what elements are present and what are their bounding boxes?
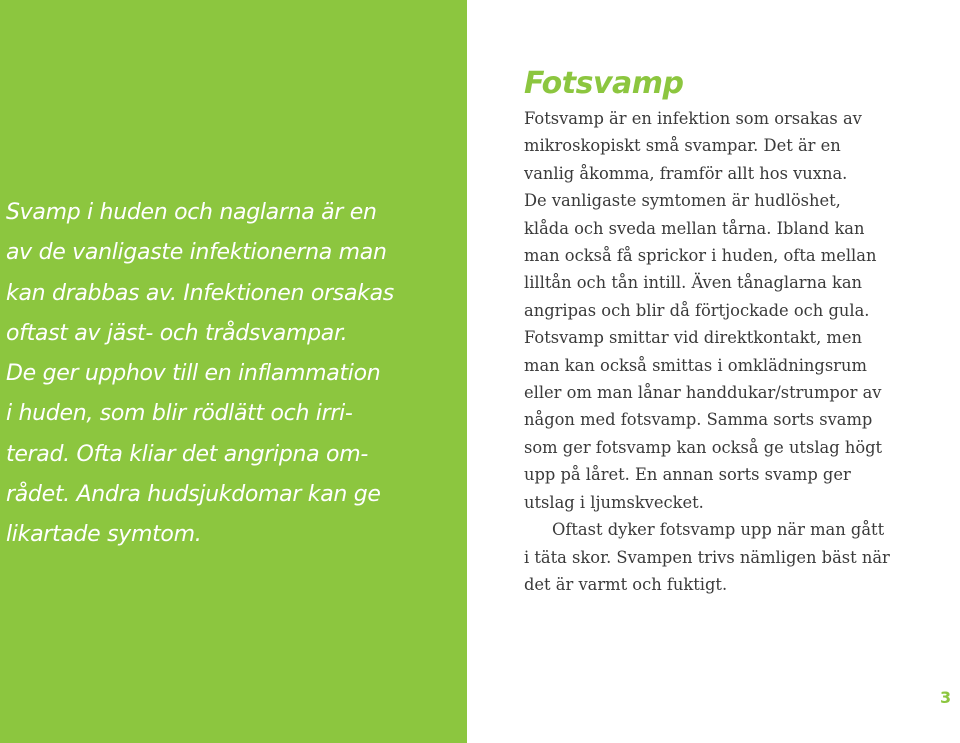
intro-line: likartade symtom. [6,522,202,548]
body-line: vanlig åkomma, framför allt hos vuxna. [524,163,848,183]
body-line: i täta skor. Svampen trivs nämligen bäst när [524,547,890,567]
intro-line: Svamp i huden och naglarna är en [6,200,377,225]
body-line: eller om man lånar handdukar/strumpor av [524,383,882,403]
intro-line: terad. Ofta kliar det angripna om- [6,441,368,467]
article-heading: Fotsvamp [524,66,684,101]
article-body [524,105,934,598]
body-line: klåda och sveda mellan tårna. Ibland kan [524,218,865,238]
intro-line: De ger upphov till en inflammation [6,361,381,387]
body-line: det är varmt och fuktigt. [524,574,728,594]
body-line: upp på låret. En annan sorts svamp ger [524,465,851,485]
intro-line: rådet. Andra hudsjukdomar kan ge [6,482,381,508]
body-line: någon med fotsvamp. Samma sorts svamp [524,410,873,430]
article-column [524,66,934,598]
body-line: Oftast dyker fotsvamp upp när man gått [552,520,885,540]
green-side-panel [0,0,467,743]
body-line: man kan också smittas i omklädningsrum [524,355,867,375]
page-number: 3 [940,688,952,707]
intro-line: av de vanligaste infektionerna man [6,240,387,266]
intro-line: kan drabbas av. Infektionen orsakas [6,280,394,306]
body-line: som ger fotsvamp kan också ge utslag högt [524,437,883,457]
body-line: angripas och blir då förtjockade och gula. [524,300,870,320]
body-line: Fotsvamp är en infektion som orsakas av [524,109,862,128]
body-line: De vanligaste symtomen är hudlöshet, [524,191,841,211]
intro-line: i huden, som blir rödlätt och irri- [6,401,353,427]
body-line: lilltån och tån intill. Även tånaglarna kan [524,273,863,293]
body-line: Fotsvamp smittar vid direktkontakt, men [524,328,862,348]
body-line: mikroskopiskt små svampar. Det är en [524,136,841,156]
intro-line: oftast av jäst- och trådsvampar. [6,320,348,346]
body-line: utslag i ljumskvecket. [524,492,704,512]
body-line: man också få sprickor i huden, ofta mellan [524,246,877,266]
intro-paragraph [6,193,446,556]
